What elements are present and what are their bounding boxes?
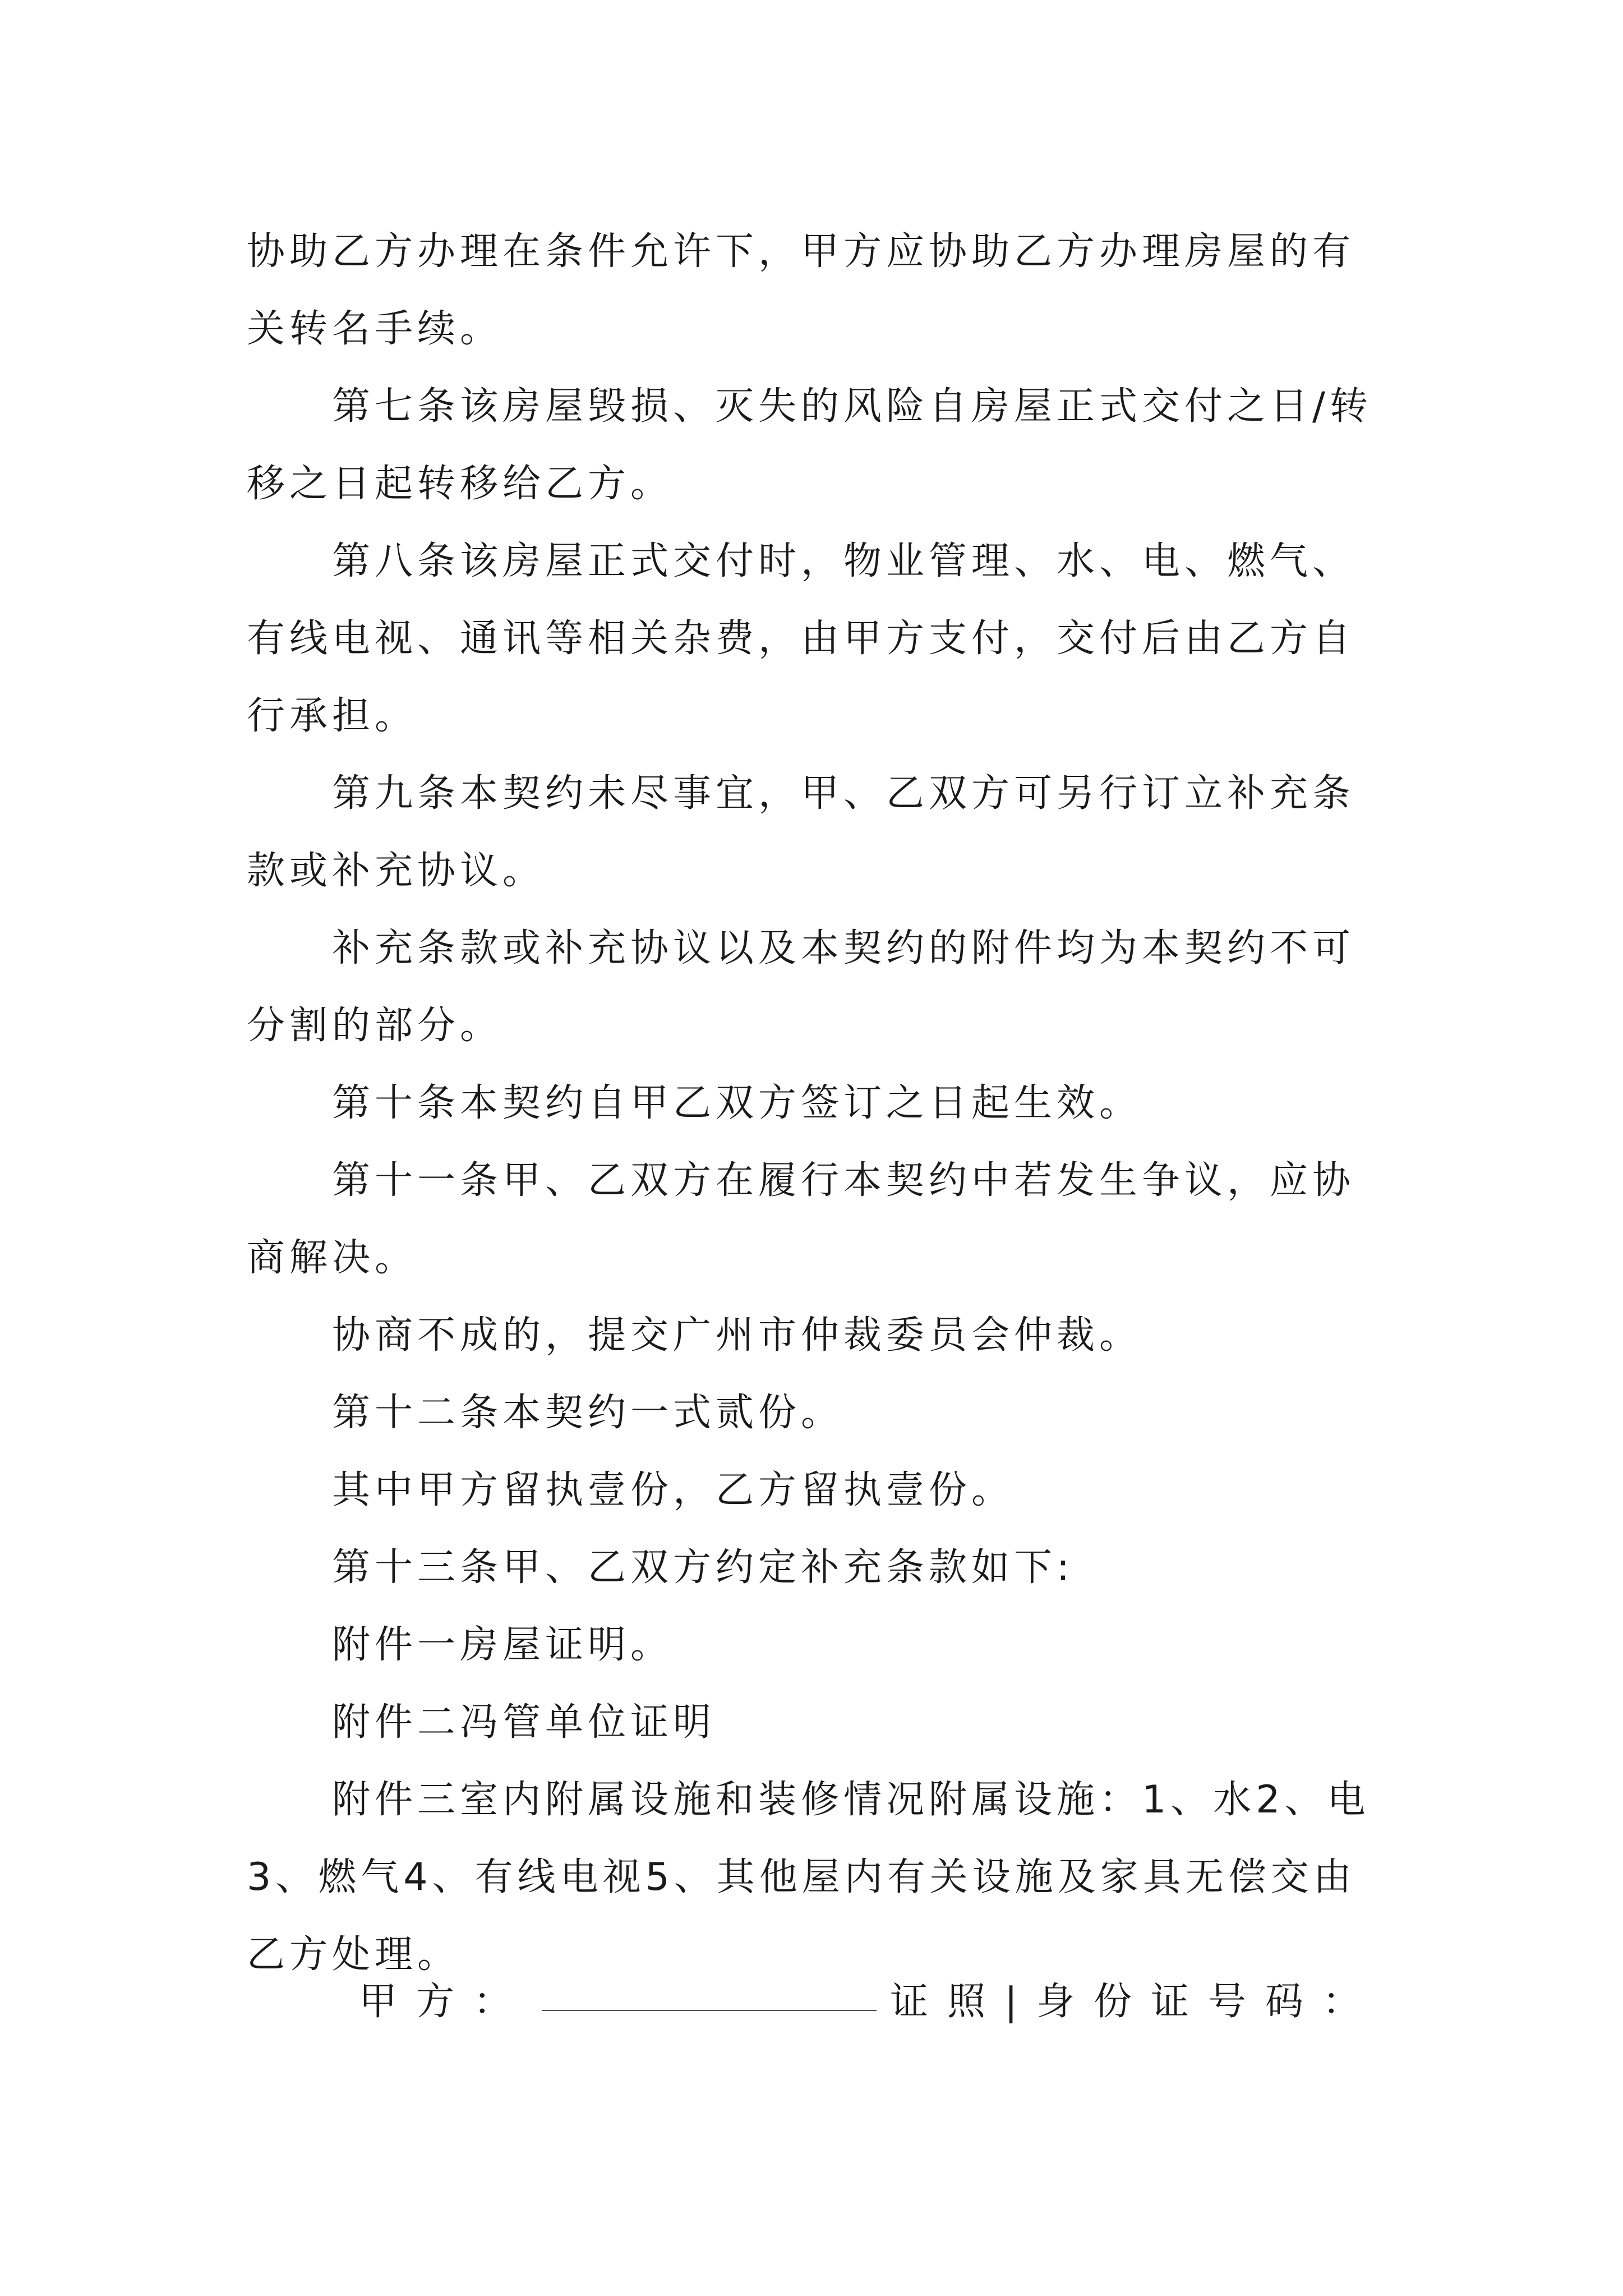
paragraph-article-13: 第十三条甲、乙双方约定补充条款如下: (332, 1545, 1074, 1590)
paragraph-article-7: 第七条该房屋毁损、灭失的风险自房屋正式交付之日/转移之日起转移给乙方。 (247, 384, 1372, 506)
party-a-label: 甲方： (359, 1980, 531, 2024)
paragraph-article-8: 第八条该房屋正式交付时，物业管理、水、电、燃气、有线电视、通讯等相关杂费，由甲方支付，交付后由乙方自行承担。 (247, 539, 1355, 738)
paragraph-attachment-1: 附件一房屋证明。 (332, 1623, 674, 1667)
paragraph-attachment-3: 附件三室内附属设施和装修情况附属设施：1、水2、电3、燃气4、有线电视5、其他屋内有关设施及家具无偿交由乙方处理。 (247, 1778, 1370, 1977)
paragraph-article-12: 第十二条本契约一式贰份。 (332, 1391, 844, 1435)
paragraph-article-11: 第十一条甲、乙双方在履行本契约中若发生争议，应协商解决。 (247, 1158, 1355, 1280)
paragraph-attachment-2: 附件二冯管单位证明 (332, 1700, 716, 1745)
id-number-label: 证照|身份证号码： (890, 1980, 1380, 2024)
paragraph-copies: 其中甲方留执壹份，乙方留执壹份。 (332, 1468, 1015, 1512)
signature-line (359, 1963, 1380, 2041)
paragraph-article-10: 第十条本契约自甲乙双方签订之日起生效。 (332, 1081, 1142, 1125)
paragraph-arbitration: 协商不成的，提交广州市仲裁委员会仲裁。 (332, 1313, 1142, 1358)
paragraph-supplement-note: 补充条款或补充协议以及本契约的附件均为本契约不可分割的部分。 (247, 926, 1355, 1048)
party-a-blank-field[interactable] (542, 2010, 877, 2011)
document-body (247, 213, 1391, 1994)
paragraph-transfer-assist: 协助乙方办理在条件允许下，甲方应协助乙方办理房屋的有关转名手续。 (247, 229, 1355, 351)
paragraph-article-9: 第九条本契约未尽事宜，甲、乙双方可另行订立补充条款或补充协议。 (247, 771, 1355, 893)
